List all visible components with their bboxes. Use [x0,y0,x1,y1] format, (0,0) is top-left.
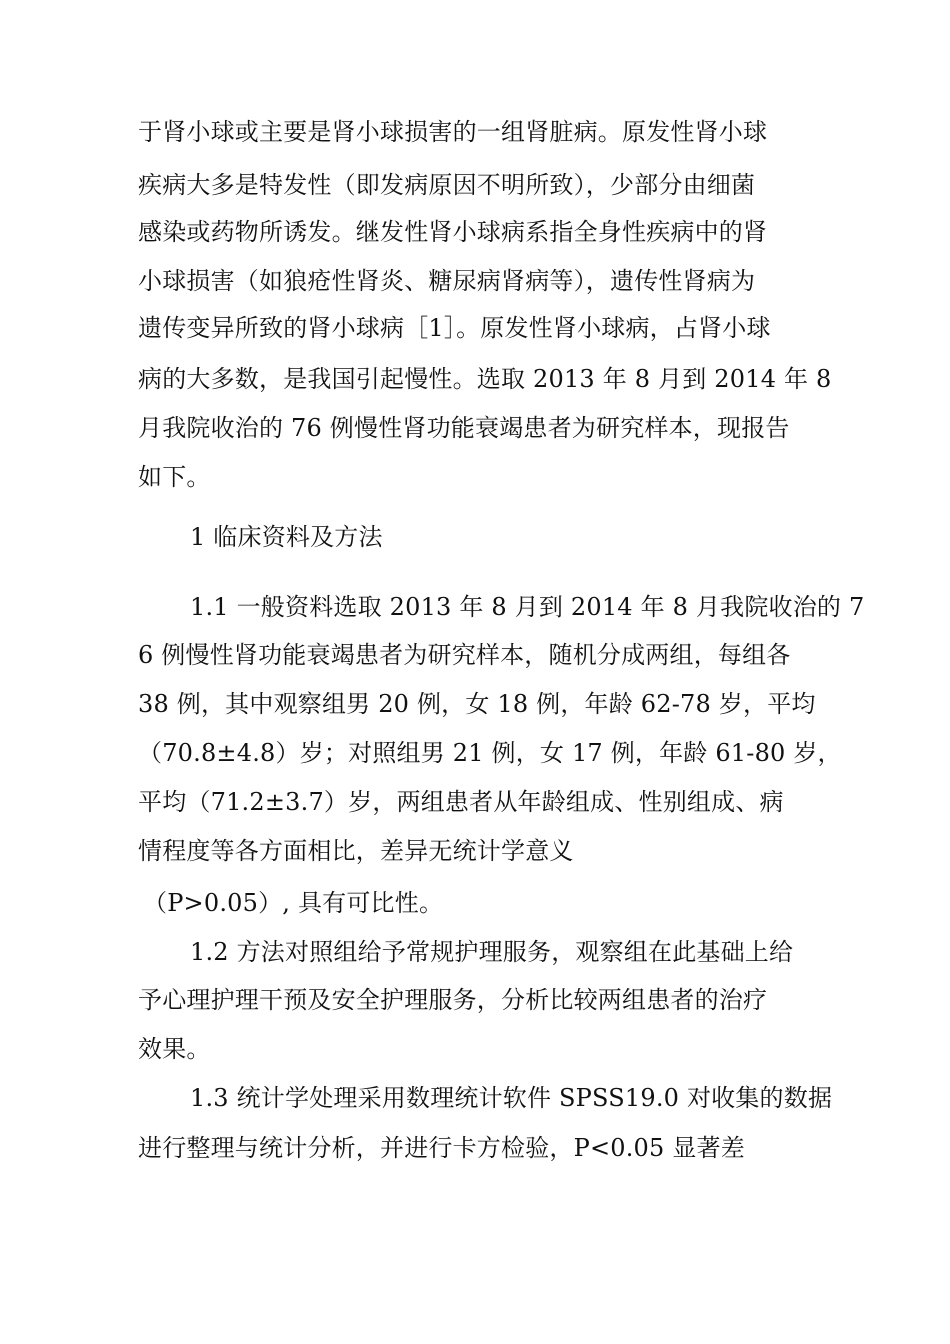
text-line: 月我院收治的 76 例慢性肾功能衰竭患者为研究样本，现报告 [138,414,790,442]
text-line: 如下。 [138,463,211,491]
text-line: 于肾小球或主要是肾小球损害的一组肾脏病。原发性肾小球 [138,118,768,146]
text-line: 进行整理与统计分析，并进行卡方检验，P<0.05 显著差 [138,1134,745,1162]
text-line: （70.8±4.8）岁；对照组男 21 例，女 17 例，年龄 61-80 岁， [138,739,842,767]
text-line: 1.1 一般资料选取 2013 年 8 月到 2014 年 8 月我院收治的 7 [190,593,865,621]
section-heading: 1 临床资料及方法 [190,523,383,551]
text-line: 小球损害（如狼疮性肾炎、糖尿病肾病等），遗传性肾病为 [138,267,756,295]
text-line: 平均（71.2±3.7）岁，两组患者从年龄组成、性别组成、病 [138,788,784,816]
text-line: 6 例慢性肾功能衰竭患者为研究样本，随机分成两组，每组各 [138,641,791,669]
text-line: 情程度等各方面相比，差异无统计学意义 [138,837,574,865]
text-line: 病的大多数，是我国引起慢性。选取 2013 年 8 月到 2014 年 8 [138,365,832,393]
text-line: 38 例，其中观察组男 20 例，女 18 例，年龄 62-78 岁，平均 [138,690,816,718]
text-line: 感染或药物所诱发。继发性肾小球病系指全身性疾病中的肾 [138,218,768,246]
text-line: 遗传变异所致的肾小球病［1］。原发性肾小球病，占肾小球 [138,314,771,342]
text-line: 1.2 方法对照组给予常规护理服务，观察组在此基础上给 [190,938,794,966]
text-line: 予心理护理干预及安全护理服务，分析比较两组患者的治疗 [138,986,768,1014]
text-line: （P>0.05）, 具有可比性。 [143,889,444,917]
text-line: 效果。 [138,1035,211,1063]
text-line: 疾病大多是特发性（即发病原因不明所致），少部分由细菌 [138,171,756,199]
text-line: 1.3 统计学处理采用数理统计软件 SPSS19.0 对收集的数据 [190,1084,833,1112]
